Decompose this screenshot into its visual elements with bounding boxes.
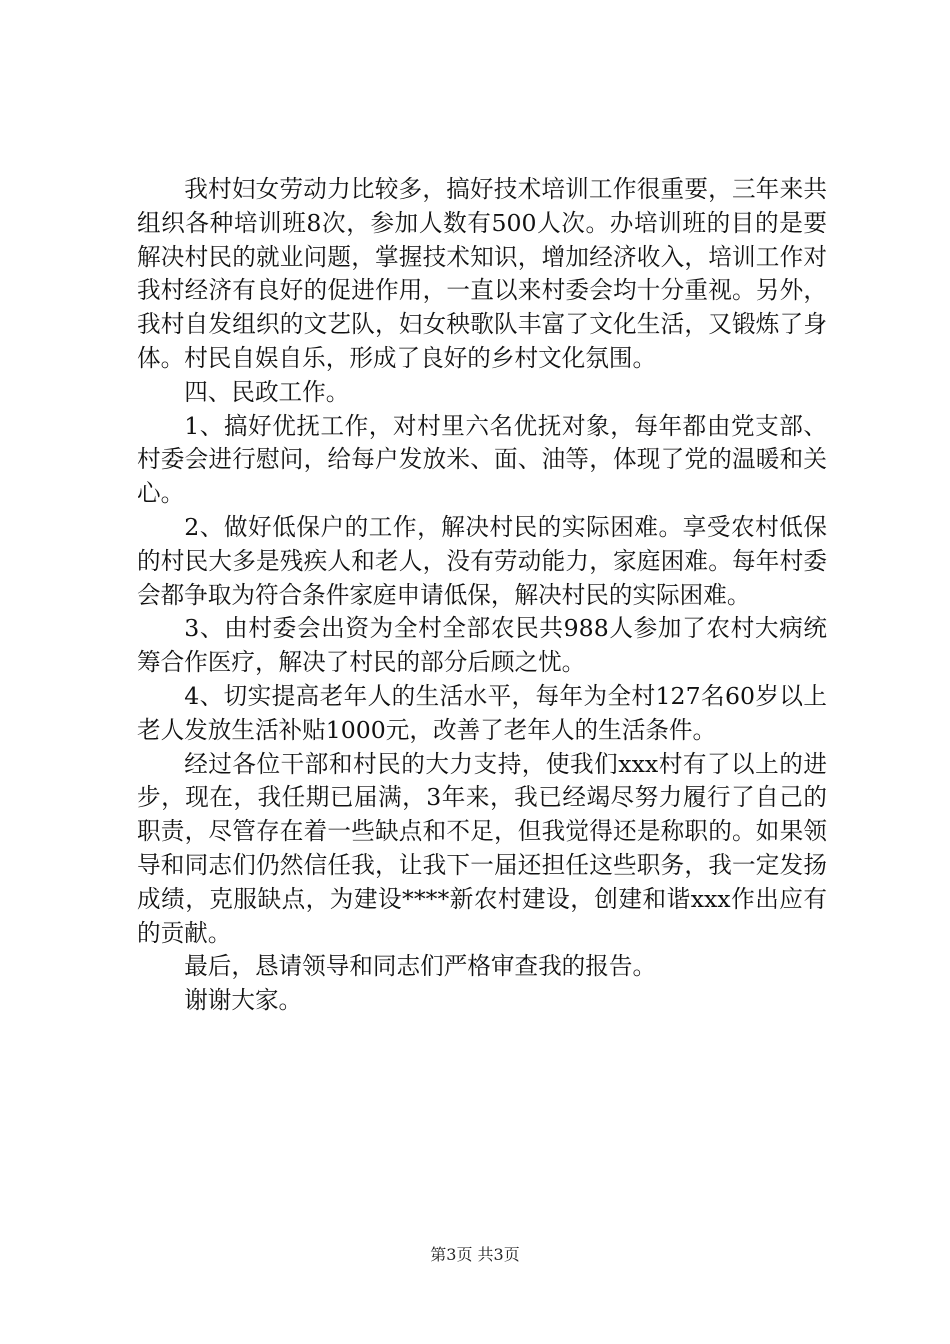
section-heading-civil-affairs: 四、民政工作。 xyxy=(184,377,350,406)
paragraph-item-4: 4、切实提高老年人的生活水平，每年为全村127名60岁以上老人发放生活补贴1000元，改善了老年人的生活条件。 xyxy=(137,681,827,744)
paragraph-item-3: 3、由村委会出资为全村全部农民共988人参加了农村大病统筹合作医疗，解决了村民的部分后顾之忧。 xyxy=(137,614,827,677)
paragraph-summary: 经过各位干部和村民的大力支持，使我们xxx村有了以上的进步，现在，我任期已届满，3年来，我已经竭尽努力履行了自己的职责，尽管存在着一些缺点和不足，但我觉得还是称职的。如果领导和同志们仍然信任我，让我下一届还担任这些职务，我一定发扬成绩，克服缺点，为建设****新农村建设，创建和谐xxx作出应有的贡献。 xyxy=(137,749,827,947)
paragraph-item-1: 1、搞好优抚工作，对村里六名优抚对象，每年都由党支部、村委会进行慰问，给每户发放米、面、油等，体现了党的温暖和关心。 xyxy=(137,411,827,508)
page-footer: 第3页 共3页 xyxy=(430,1245,520,1264)
paragraph-request: 最后，恳请领导和同志们严格审查我的报告。 xyxy=(184,952,657,981)
paragraph-thanks: 谢谢大家。 xyxy=(184,986,303,1015)
document-body xyxy=(137,173,827,1018)
paragraph-item-2: 2、做好低保户的工作，解决村民的实际困难。享受农村低保的村民大多是残疾人和老人，没有劳动能力，家庭困难。每年村委会都争取为符合条件家庭申请低保，解决村民的实际困难。 xyxy=(137,512,827,609)
paragraph-women-training: 我村妇女劳动力比较多，搞好技术培训工作很重要，三年来共组织各种培训班8次，参加人数有500人次。办培训班的目的是要解决村民的就业问题，掌握技术知识，增加经济收入，培训工作对我村经济有良好的促进作用，一直以来村委会均十分重视。另外，我村自发组织的文艺队，妇女秧歌队丰富了文化生活，又锻炼了身体。村民自娱自乐，形成了良好的乡村文化氛围。 xyxy=(137,175,827,372)
